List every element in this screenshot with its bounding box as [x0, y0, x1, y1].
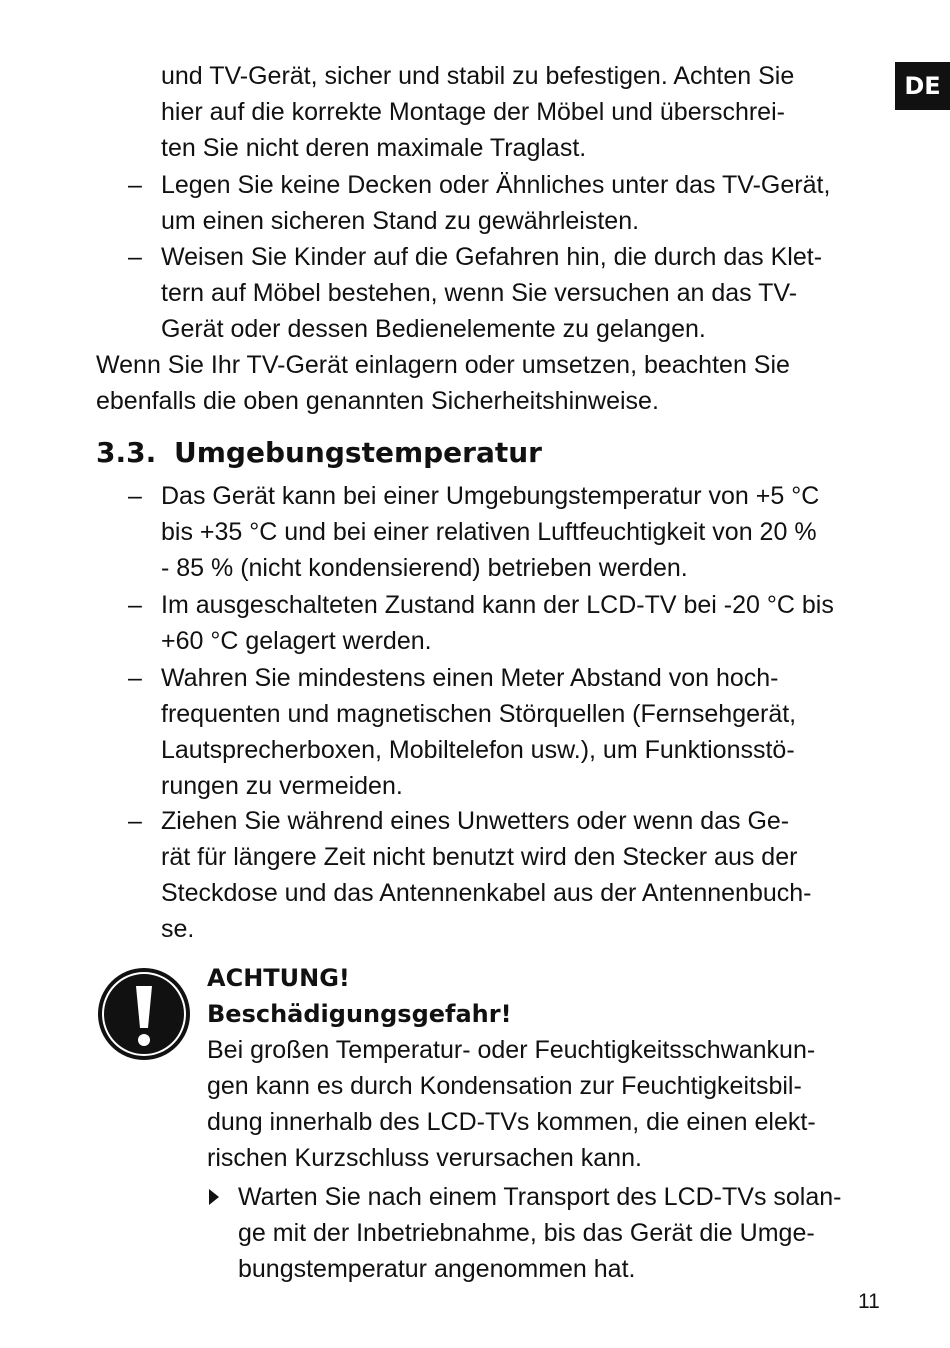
- bullet-dash: –: [128, 664, 142, 692]
- section-number: 3.3.: [96, 436, 157, 469]
- action-step: [238, 1179, 842, 1287]
- text-line: rischen Kurzschluss verursachen kann.: [207, 1144, 642, 1172]
- section-heading: [96, 434, 542, 472]
- text-line: Bei großen Temperatur- oder Feuchtigkeitsschwankun-: [207, 1036, 816, 1064]
- text-line: - 85 % (nicht kondensierend) betrieben werden.: [161, 554, 688, 582]
- intro-text: [161, 58, 794, 166]
- bullet-dash: –: [128, 591, 142, 619]
- language-tab: DE: [895, 62, 950, 110]
- page-number: 11: [858, 1290, 880, 1313]
- bullet-dash: –: [128, 807, 142, 835]
- text-line: Wenn Sie Ihr TV-Gerät einlagern oder umsetzen, beachten Sie: [96, 351, 790, 379]
- text-line: Ziehen Sie während eines Unwetters oder wenn das Ge-: [161, 807, 790, 835]
- text-line: und TV-Gerät, sicher und stabil zu befestigen. Achten Sie: [161, 62, 795, 90]
- text-line: rungen zu vermeiden.: [161, 772, 403, 800]
- text-line: tern auf Möbel bestehen, wenn Sie versuchen an das TV-: [161, 279, 798, 307]
- list-item: [161, 167, 830, 239]
- bullet-dash: –: [128, 243, 142, 271]
- warning-text: [207, 960, 816, 1176]
- list-item: [161, 478, 819, 586]
- text-line: Steckdose und das Antennenkabel aus der Antennenbuch-: [161, 879, 812, 907]
- text-line: gen kann es durch Kondensation zur Feuchtigkeitsbil-: [207, 1072, 802, 1100]
- text-line: ge mit der Inbetriebnahme, bis das Gerät die Umge-: [238, 1219, 815, 1247]
- text-line: um einen sicheren Stand zu gewährleisten.: [161, 207, 640, 235]
- text-line: ten Sie nicht deren maximale Traglast.: [161, 134, 587, 162]
- bullet-dash: –: [128, 171, 142, 199]
- paragraph: [96, 347, 790, 419]
- list-item: [161, 803, 812, 947]
- text-line: Warten Sie nach einem Transport des LCD-TVs solan-: [238, 1183, 842, 1211]
- text-line: rät für längere Zeit nicht benutzt wird den Stecker aus der: [161, 843, 798, 871]
- exclamation-icon: [96, 966, 192, 1062]
- text-line: Im ausgeschalteten Zustand kann der LCD-TV bei -20 °C bis: [161, 591, 834, 619]
- text-line: +60 °C gelagert werden.: [161, 627, 432, 655]
- triangle-right-icon: [207, 1188, 221, 1206]
- list-item: [161, 587, 834, 659]
- list-item: [161, 660, 796, 804]
- text-line: bungstemperatur angenommen hat.: [238, 1255, 636, 1283]
- text-line: bis +35 °C und bei einer relativen Luftfeuchtigkeit von 20 %: [161, 518, 817, 546]
- text-line: Wahren Sie mindestens einen Meter Abstand von hoch-: [161, 664, 779, 692]
- text-line: Legen Sie keine Decken oder Ähnliches unter das TV-Gerät,: [161, 171, 831, 199]
- warning-subtitle: Beschädigungsgefahr!: [207, 1000, 512, 1028]
- text-line: Lautsprecherboxen, Mobiltelefon usw.), um Funktionsstö-: [161, 736, 795, 764]
- section-title: Umgebungstemperatur: [174, 436, 542, 469]
- warning-title: ACHTUNG!: [207, 964, 350, 992]
- bullet-dash: –: [128, 482, 142, 510]
- text-line: hier auf die korrekte Montage der Möbel und überschrei-: [161, 98, 785, 126]
- text-line: Gerät oder dessen Bedienelemente zu gelangen.: [161, 315, 706, 343]
- text-line: Das Gerät kann bei einer Umgebungstemperatur von +5 °C: [161, 482, 820, 510]
- text-line: se.: [161, 915, 195, 943]
- list-item: [161, 239, 822, 347]
- text-line: ebenfalls die oben genannten Sicherheitshinweise.: [96, 387, 659, 415]
- text-line: Weisen Sie Kinder auf die Gefahren hin, die durch das Klet-: [161, 243, 823, 271]
- text-line: dung innerhalb des LCD-TVs kommen, die einen elekt-: [207, 1108, 816, 1136]
- text-line: frequenten und magnetischen Störquellen (Fernsehgerät,: [161, 700, 797, 728]
